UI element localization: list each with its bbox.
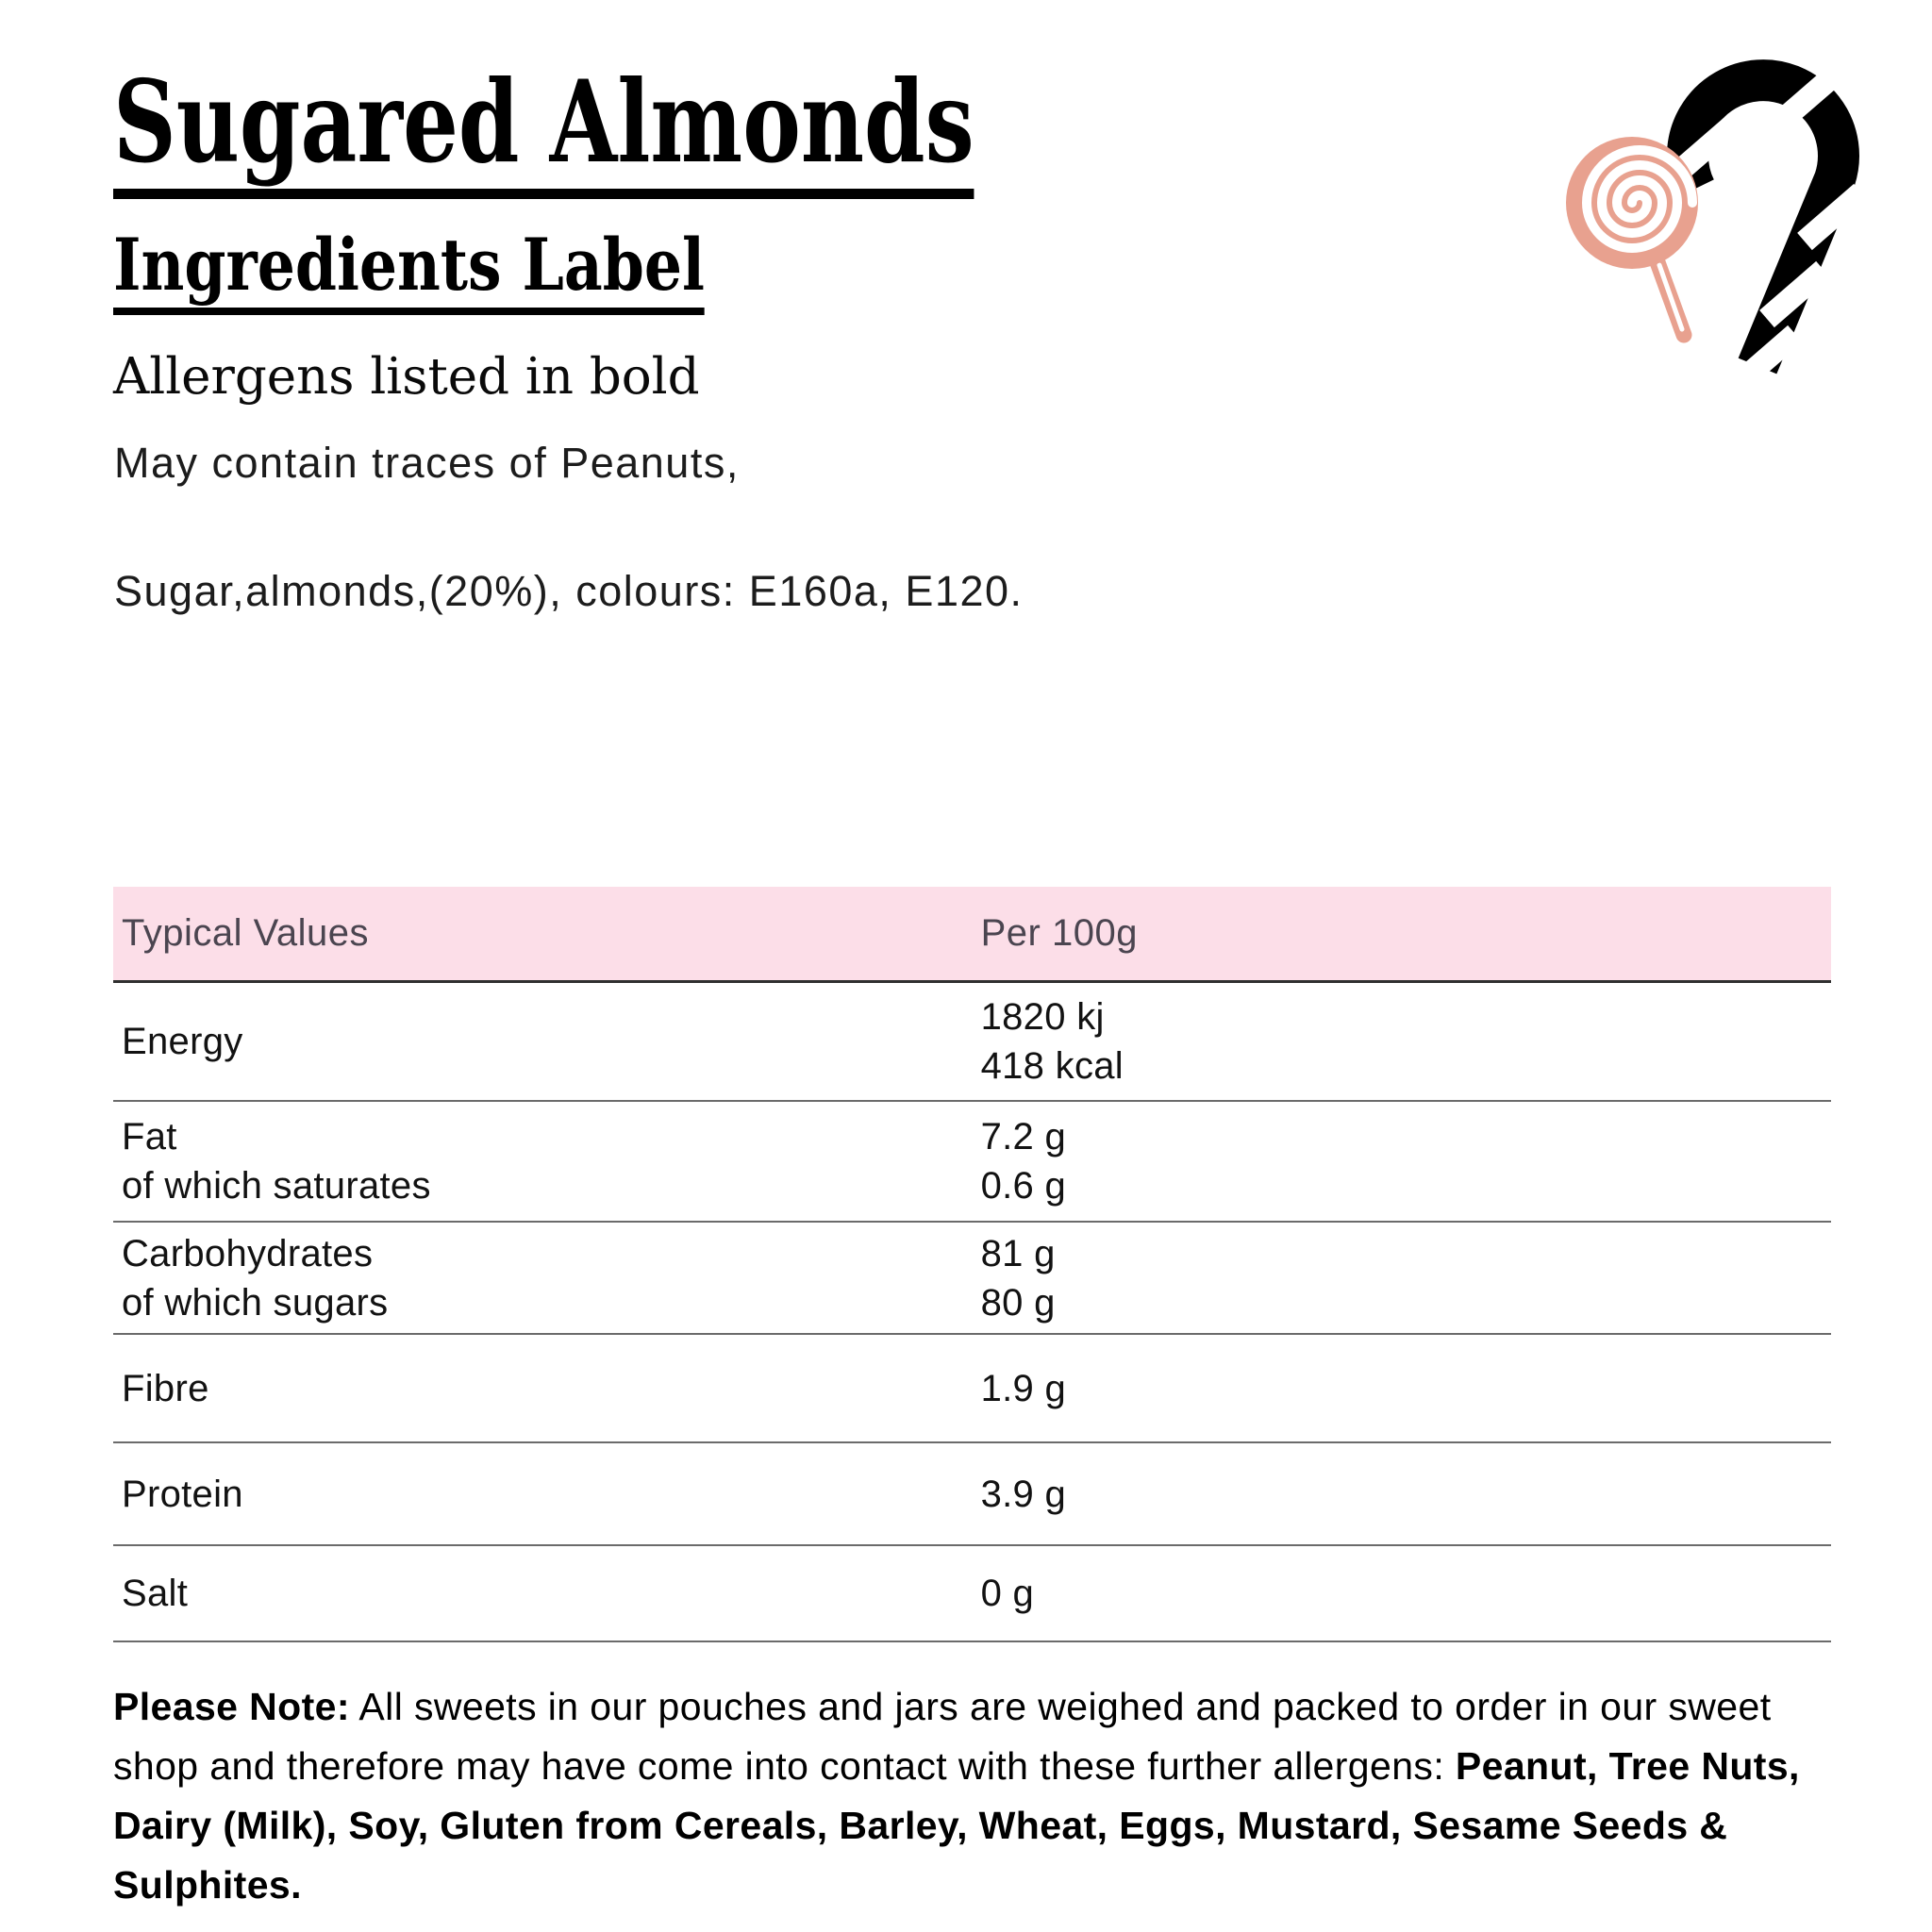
row-label: of which saturates	[122, 1165, 431, 1207]
allergens-bold-note: Allergens listed in bold	[113, 348, 700, 406]
footer-allergens-list: Peanut, Tree Nuts, Dairy (Milk), Soy, Gluten from Cereals, Barley, Wheat, Eggs, Mustard, Sesame Seeds & Sulphites.	[113, 1744, 1800, 1907]
table-header-per-100g: Per 100g	[980, 912, 1138, 954]
nutrition-table-header	[113, 887, 1831, 983]
row-value: 80 g	[980, 1281, 1056, 1324]
row-label: Energy	[122, 1021, 243, 1062]
row-value: 0.6 g	[980, 1165, 1067, 1207]
table-row-salt	[113, 1546, 1831, 1642]
candy-cane-icon	[1674, 80, 1861, 383]
row-label: Carbohydrates	[122, 1232, 374, 1274]
row-label: Salt	[122, 1573, 189, 1614]
table-row-energy	[113, 983, 1831, 1102]
page-title	[113, 56, 1231, 199]
row-label: Fibre	[122, 1367, 209, 1409]
page-subtitle-text: Ingredients Label	[113, 229, 705, 315]
row-label: Protein	[122, 1473, 243, 1515]
row-label: Fat	[122, 1116, 177, 1158]
row-value: 1.9 g	[980, 1367, 1067, 1409]
table-header-typical-values: Typical Values	[122, 912, 369, 954]
row-value: 3.9 g	[980, 1473, 1067, 1515]
candy-icons	[1552, 47, 1873, 387]
row-value: 1820 kj	[980, 996, 1105, 1038]
table-row-carbohydrates	[113, 1223, 1831, 1335]
page-subtitle	[113, 223, 825, 315]
row-label: of which sugars	[122, 1281, 389, 1324]
footer-note-label: Please Note:	[113, 1685, 350, 1728]
nutrition-table	[113, 887, 1831, 1642]
table-row-protein	[113, 1443, 1831, 1546]
ingredients-text: Sugar,almonds,(20%), colours: E160a, E120.	[114, 567, 1024, 615]
footer-note-text: All sweets in our pouches and jars are weighed and packed to order in our sweet shop and therefore may have come into contact with these further allergens:	[113, 1685, 1772, 1788]
row-value: 418 kcal	[980, 1045, 1124, 1087]
table-row-fibre	[113, 1335, 1831, 1443]
row-value: 81 g	[980, 1232, 1056, 1274]
row-value: 7.2 g	[980, 1116, 1067, 1158]
may-contain-text: May contain traces of Peanuts,	[114, 439, 740, 487]
lollipop-icon	[1566, 137, 1698, 335]
table-row-fat	[113, 1102, 1831, 1223]
page-title-text: Sugared Almonds	[113, 66, 974, 199]
row-value: 0 g	[980, 1573, 1035, 1614]
footer-note	[113, 1677, 1845, 1915]
